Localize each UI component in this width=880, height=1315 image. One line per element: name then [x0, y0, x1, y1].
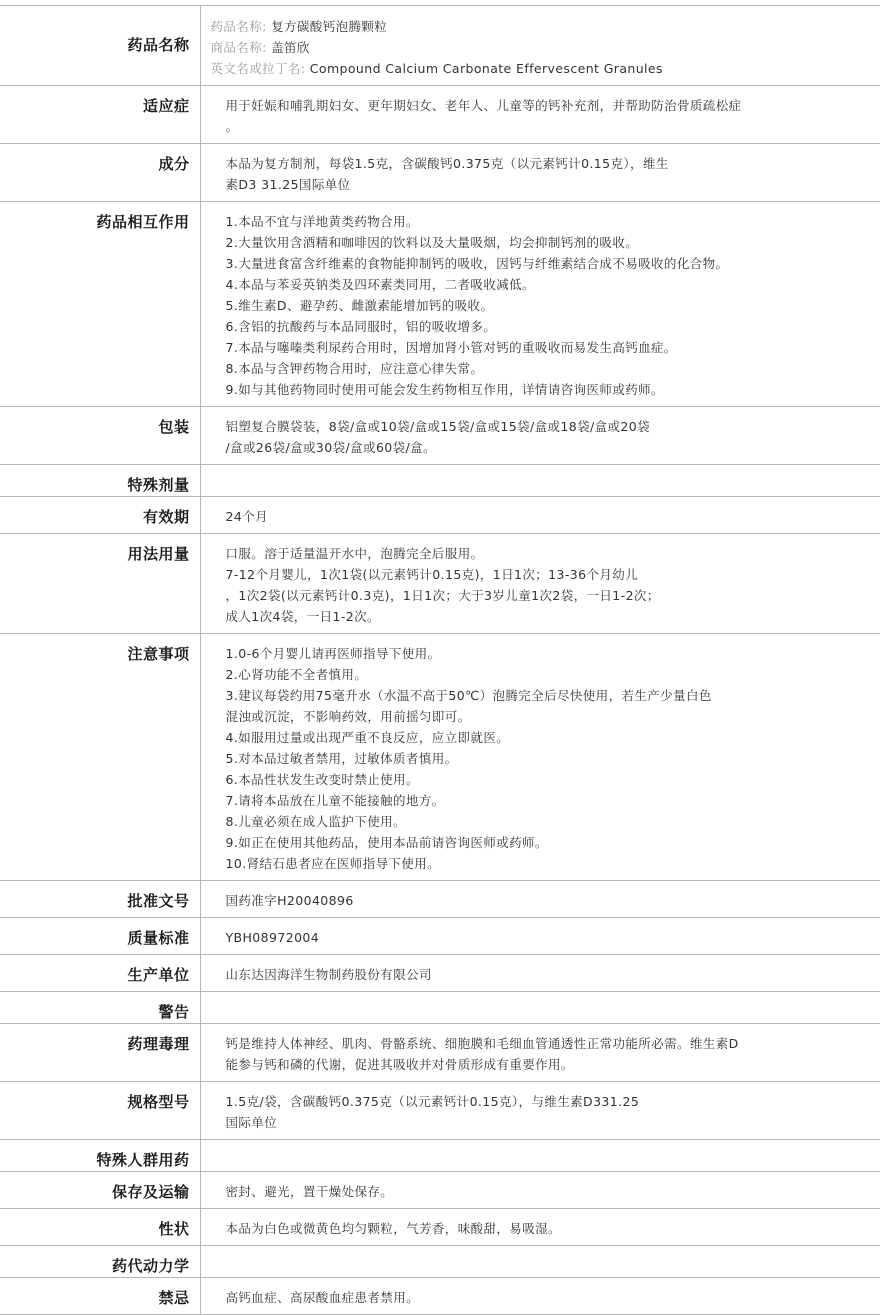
row-label: 规格型号	[0, 1082, 200, 1140]
row-value	[200, 1082, 880, 1140]
row-10	[0, 918, 880, 955]
row-13	[0, 1024, 880, 1082]
generic-name-line	[211, 16, 801, 37]
row-9	[0, 881, 880, 918]
row-2	[0, 144, 880, 202]
row-19	[0, 1278, 880, 1315]
value-line: 2.大量饮用含酒精和咖啡因的饮料以及大量吸烟，均会抑制钙剂的吸收。	[225, 235, 639, 250]
row-11	[0, 955, 880, 992]
value-line: YBH08972004	[225, 930, 320, 945]
drug-info-table	[0, 5, 880, 1315]
row-18	[0, 1246, 880, 1278]
row-value	[200, 881, 880, 918]
row-label: 生产单位	[0, 955, 200, 992]
row-value	[200, 955, 880, 992]
value-line: 成人1次4袋，一日1-2次。	[225, 609, 380, 624]
row-value	[200, 634, 880, 881]
row-5	[0, 465, 880, 497]
row-label: 质量标准	[0, 918, 200, 955]
value-line: 。	[225, 119, 239, 134]
value-line: 24个月	[225, 509, 269, 524]
row-label: 包装	[0, 407, 200, 465]
value-line: 本品为白色或微黄色均匀颗粒，气芳香，味酸甜，易吸湿。	[225, 1221, 561, 1236]
row-label: 成分	[0, 144, 200, 202]
value-line: 9.如与其他药物同时使用可能会发生药物相互作用，详情请咨询医师或药师。	[225, 382, 664, 397]
row-value	[200, 1278, 880, 1315]
generic-name-value: 复方碳酸钙泡腾颗粒	[271, 19, 388, 34]
value-line: 3.建议每袋约用75毫升水（水温不高于50℃）泡腾完全后尽快使用，若生产少量白色	[225, 688, 712, 703]
value-line: 7.请将本品放在儿童不能接触的地方。	[225, 793, 445, 808]
row-value	[200, 1209, 880, 1246]
row-label: 保存及运输	[0, 1172, 200, 1209]
value-line: 6.本品性状发生改变时禁止使用。	[225, 772, 419, 787]
row-label: 药理毒理	[0, 1024, 200, 1082]
value-line: 5.维生素D、避孕药、雌激素能增加钙的吸收。	[225, 298, 494, 313]
row-16	[0, 1172, 880, 1209]
row-value	[200, 1246, 880, 1278]
row-value	[200, 1024, 880, 1082]
value-line: 国药准字H20040896	[225, 893, 354, 908]
value-line: 能参与钙和磷的代谢，促进其吸收并对骨质形成有重要作用。	[225, 1057, 574, 1072]
value-line: 8.本品与含钾药物合用时，应注意心律失常。	[225, 361, 484, 376]
value-line: 素D3 31.25国际单位	[225, 177, 351, 192]
row-label: 注意事项	[0, 634, 200, 881]
row-3	[0, 202, 880, 407]
value-line: 混浊或沉淀，不影响药效，用前摇匀即可。	[225, 709, 471, 724]
row-drug-names	[0, 6, 880, 86]
row-17	[0, 1209, 880, 1246]
value-line: 口服。溶于适量温开水中，泡腾完全后服用。	[225, 546, 484, 561]
value-line: 2.心肾功能不全者慎用。	[225, 667, 368, 682]
value-line: 1.0-6个月婴儿请再医师指导下使用。	[225, 646, 441, 661]
row-7	[0, 534, 880, 634]
row-label: 药代动力学	[0, 1246, 200, 1278]
row-value	[200, 407, 880, 465]
value-line: 9.如正在使用其他药品，使用本品前请咨询医师或药师。	[225, 835, 548, 850]
row-value	[200, 465, 880, 497]
row-14	[0, 1082, 880, 1140]
value-line: /盒或26袋/盒或30袋/盒或60袋/盒。	[225, 440, 436, 455]
row-label: 批准文号	[0, 881, 200, 918]
value-line: 用于妊娠和哺乳期妇女、更年期妇女、老年人、儿童等的钙补充剂，并帮助防治骨质疏松症	[225, 98, 742, 113]
row-value	[200, 992, 880, 1024]
generic-name-key: 药品名称:	[210, 19, 267, 34]
row-label: 警告	[0, 992, 200, 1024]
row-label: 适应症	[0, 86, 200, 144]
row-1	[0, 86, 880, 144]
value-line: 国际单位	[225, 1115, 278, 1130]
row-value	[200, 202, 880, 407]
row-15	[0, 1140, 880, 1172]
row-label: 有效期	[0, 497, 200, 534]
value-line: 高钙血症、高尿酸血症患者禁用。	[225, 1290, 420, 1305]
row-value	[200, 1172, 880, 1209]
value-line: ，1次2袋(以元素钙计0.3克)，1日1次；大于3岁儿童1次2袋，一日1-2次；	[225, 588, 660, 603]
row-value	[200, 86, 880, 144]
value-line: 6.含铝的抗酸药与本品同服时，铝的吸收增多。	[225, 319, 497, 334]
value-line: 7-12个月婴儿，1次1袋(以元素钙计0.15克)，1日1次；13-36个月幼儿	[225, 567, 639, 582]
trade-name-line	[211, 37, 801, 58]
value-line: 1.本品不宜与洋地黄类药物合用。	[225, 214, 419, 229]
value-line: 4.如服用过量或出现严重不良反应，应立即就医。	[225, 730, 510, 745]
value-line: 密封、避光，置干燥处保存。	[225, 1184, 394, 1199]
row-label: 药品相互作用	[0, 202, 200, 407]
value-line: 山东达因海洋生物制药股份有限公司	[225, 967, 432, 982]
value-line: 本品为复方制剂，每袋1.5克，含碳酸钙0.375克（以元素钙计0.15克），维生	[225, 156, 669, 171]
row-label: 药品名称	[0, 6, 200, 86]
row-label: 特殊剂量	[0, 465, 200, 497]
row-value	[200, 497, 880, 534]
value-line: 1.5克/袋，含碳酸钙0.375克（以元素钙计0.15克），与维生素D331.25	[225, 1094, 640, 1109]
row-6	[0, 497, 880, 534]
english-name-key: 英文名或拉丁名:	[210, 61, 306, 76]
row-8	[0, 634, 880, 881]
row-value	[200, 918, 880, 955]
english-name-line	[211, 58, 801, 79]
row-value	[200, 534, 880, 634]
row-value	[200, 144, 880, 202]
trade-name-value: 盖笛欣	[271, 40, 310, 55]
english-name-value: Compound Calcium Carbonate Effervescent Granules	[309, 61, 663, 76]
value-line: 3.大量进食富含纤维素的食物能抑制钙的吸收，因钙与纤维素结合成不易吸收的化合物。	[225, 256, 729, 271]
row-12	[0, 992, 880, 1024]
row-label: 性状	[0, 1209, 200, 1246]
value-line: 5.对本品过敏者禁用，过敏体质者慎用。	[225, 751, 458, 766]
row-value	[200, 1140, 880, 1172]
row-4	[0, 407, 880, 465]
names-cell	[200, 6, 880, 86]
value-line: 10.肾结石患者应在医师指导下使用。	[225, 856, 441, 871]
value-line: 8.儿童必须在成人监护下使用。	[225, 814, 406, 829]
value-line: 钙是维持人体神经、肌肉、骨骼系统、细胞膜和毛细血管通透性正常功能所必需。维生素D	[225, 1036, 739, 1051]
value-line: 4.本品与苯妥英钠类及四环素类同用，二者吸收减低。	[225, 277, 535, 292]
row-label: 用法用量	[0, 534, 200, 634]
trade-name-key: 商品名称:	[210, 40, 267, 55]
row-label: 特殊人群用药	[0, 1140, 200, 1172]
value-line: 铝塑复合膜袋装，8袋/盒或10袋/盒或15袋/盒或15袋/盒或18袋/盒或20袋	[225, 419, 651, 434]
row-label: 禁忌	[0, 1278, 200, 1315]
value-line: 7.本品与噻嗪类利尿药合用时，因增加肾小管对钙的重吸收而易发生高钙血症。	[225, 340, 677, 355]
